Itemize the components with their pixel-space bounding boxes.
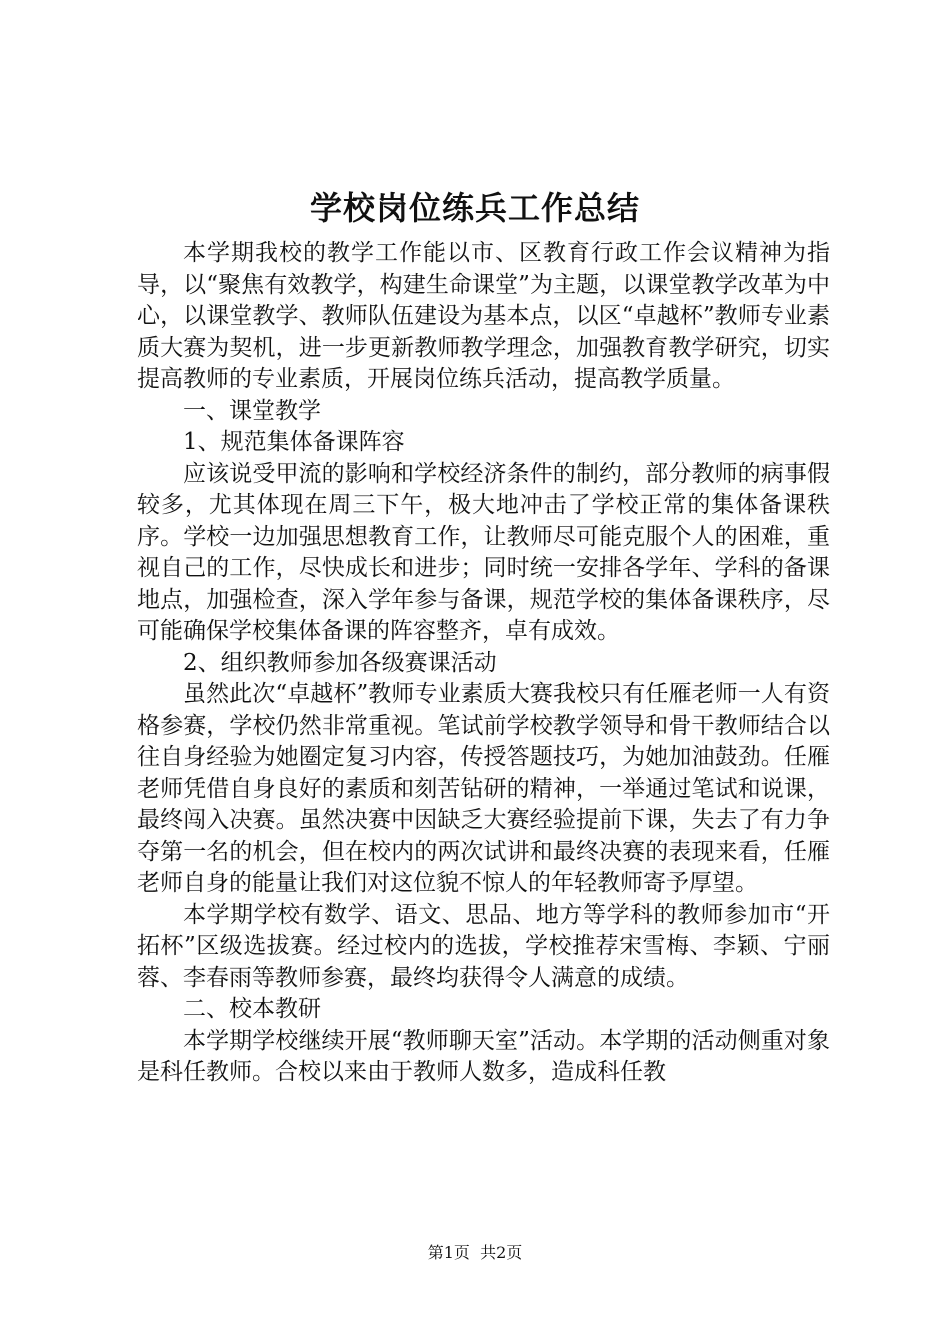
subheading-teaching-competitions: 2、组织教师参加各级赛课活动 bbox=[183, 649, 497, 676]
paragraph-zhuoyue-cup: 虽然此次“卓越杯”教师专业素质大赛我校只有任雁老师一人有资格参赛，学校仍然非常重视。笔试前学校教学领导和骨干教师结合以往自身经验为她圈定复习内容，传授答题技巧，为她加油鼓劲。任雁老师凭借自身良好的素质和刻苦钻研的精神，一举通过笔试和说课，最终闯入决赛。虽然决赛中因缺乏大赛经验提前下课，失去了有力争夺第一名的机会，但在校内的两次试讲和最终决赛的表现来看，任雁老师自身的能量让我们对这位貌不惊人的年轻教师寄予厚望。 bbox=[137, 681, 830, 896]
page-footer bbox=[0, 1241, 950, 1265]
document-title: 学校岗位练兵工作总结 bbox=[309, 189, 640, 227]
subheading-collective-lesson-prep: 1、规范集体备课阵容 bbox=[183, 429, 405, 455]
page-number: 第1页 bbox=[427, 1243, 470, 1262]
document-body bbox=[137, 238, 830, 1089]
paragraph-teacher-chatroom: 本学期学校继续开展“教师聊天室”活动。本学期的活动侧重对象是科任教师。合校以来由于教师人数多，造成科任教 bbox=[137, 1027, 830, 1085]
page-total: 共2页 bbox=[480, 1243, 523, 1262]
section-heading-school-research: 二、校本教研 bbox=[183, 996, 321, 1022]
paragraph-intro: 本学期我校的教学工作能以市、区教育行政工作会议精神为指导，以“聚焦有效教学，构建生命课堂”为主题，以课堂教学改革为中心，以课堂教学、教师队伍建设为基本点，以区“卓越杯”教师专业素质大赛为契机，进一步更新教师教学理念，加强教育教学研究，切实提高教师的专业素质，开展岗位练兵活动，提高教学质量。 bbox=[137, 240, 830, 392]
paragraph-kaituo-cup: 本学期学校有数学、语文、思品、地方等学科的教师参加市“开拓杯”区级选拔赛。经过校内的选拔，学校推荐宋雪梅、李颖、宁丽蓉、李春雨等教师参赛，最终均获得令人满意的成绩。 bbox=[137, 901, 830, 991]
paragraph-collective-lesson-prep: 应该说受甲流的影响和学校经济条件的制约，部分教师的病事假较多，尤其体现在周三下午，极大地冲击了学校正常的集体备课秩序。学校一边加强思想教育工作，让教师尽可能克服个人的困难，重视自己的工作，尽快成长和进步；同时统一安排各学年、学科的备课地点，加强检查，深入学年参与备课，规范学校的集体备课秩序，尽可能确保学校集体备课的阵容整齐，卓有成效。 bbox=[137, 460, 830, 644]
section-heading-classroom-teaching: 一、课堂教学 bbox=[183, 397, 321, 424]
